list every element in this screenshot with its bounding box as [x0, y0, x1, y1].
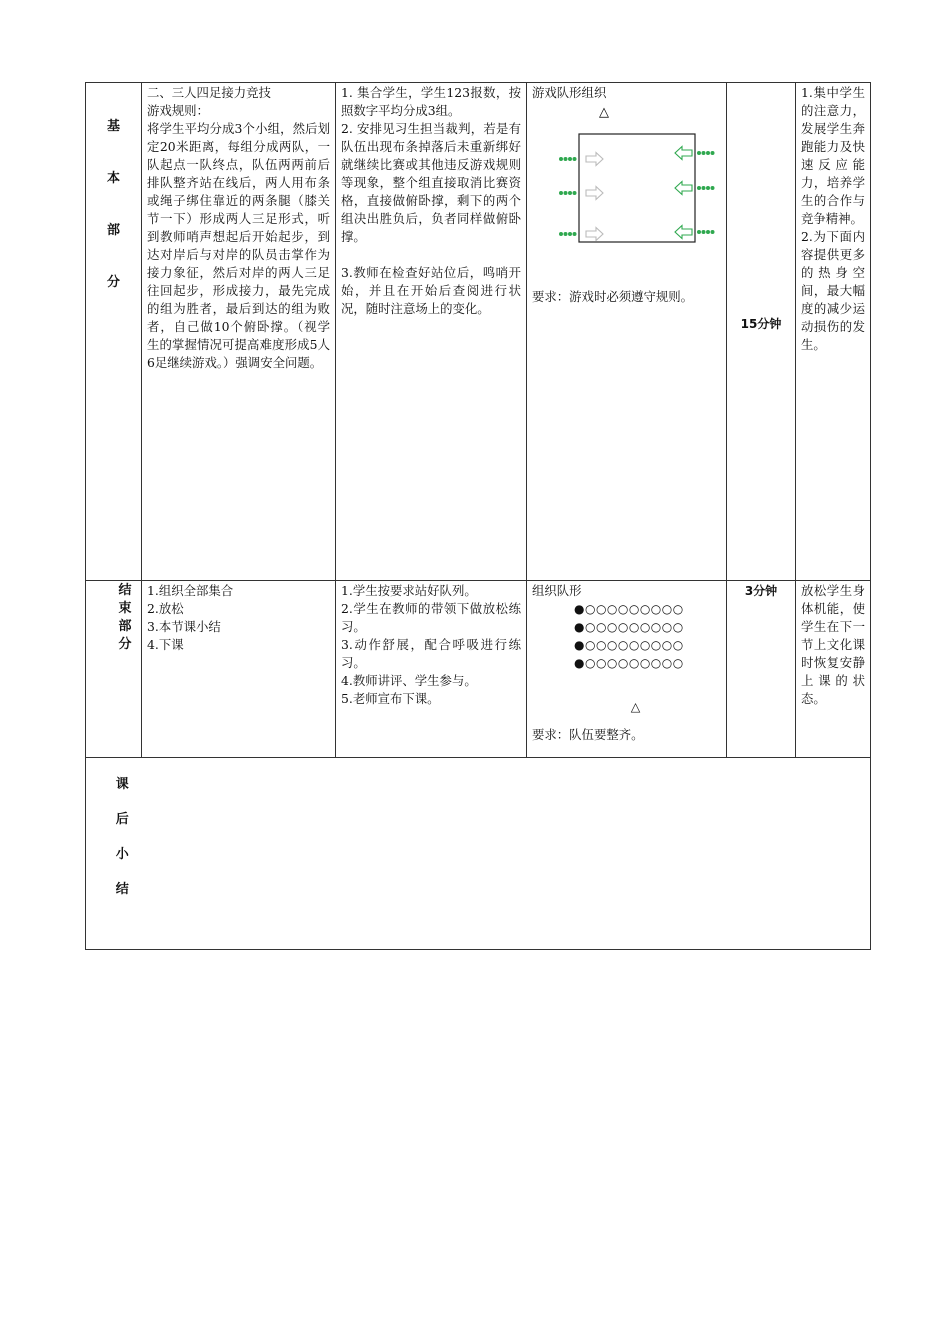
basic-method-2: 2. 安排见习生担当裁判，若是有队伍出现布条掉落后未重新绑好就继续比赛或其他违反游戏规则等现象，整个组直接取消比赛资格，直接做俯卧撑，剩下的两个组决出胜负后，负者同样做俯卧撑。	[341, 121, 521, 244]
summary-char: 课	[115, 777, 129, 792]
game-formation-diagram	[532, 102, 721, 302]
ending-content-item: 2.放松	[147, 601, 184, 616]
summary-char: 小	[115, 847, 129, 862]
lesson-plan-table	[85, 82, 871, 950]
ending-section-char: 束	[118, 601, 132, 616]
basic-content-cell	[142, 83, 336, 581]
ending-method-item: 3.动作舒展，配合呼吸进行练习。	[341, 637, 521, 670]
basic-method-cell	[336, 83, 527, 581]
ending-organization-cell	[527, 581, 727, 758]
formation-row: ●○○○○○○○○○	[574, 638, 684, 652]
ending-formation	[532, 600, 721, 672]
ending-content-item: 1.组织全部集合	[147, 583, 234, 598]
ending-section-char: 分	[118, 637, 132, 652]
ending-method-item: 1.学生按要求站好队列。	[341, 583, 477, 598]
basic-section-row	[86, 83, 871, 581]
left-arrow-icons	[675, 147, 692, 239]
ending-section-char: 部	[118, 619, 132, 634]
ending-section-label	[86, 581, 142, 758]
ending-content-item: 4.下课	[147, 637, 184, 652]
basic-section-char: 部	[106, 223, 120, 238]
game-field-svg	[532, 102, 722, 302]
basic-org-title: 游戏队形组织	[532, 85, 607, 100]
ending-org-requirement: 要求：队伍要整齐。	[532, 727, 644, 742]
basic-method-3: 3.教师在检查好站位后，鸣哨开始，并且在开始后查阅进行状况，随时注意场上的变化。	[341, 265, 521, 316]
right-arrow-icons	[586, 153, 603, 241]
ending-content-item: 3.本节课小结	[147, 619, 221, 634]
ending-section-row	[86, 581, 871, 758]
basic-method-1: 1. 集合学生，学生123报数，按照数字平均分成3组。	[341, 85, 521, 118]
basic-time-cell: 15分钟	[727, 83, 796, 581]
basic-content-rules-label: 游戏规则：	[147, 103, 209, 118]
blank-line	[341, 246, 521, 264]
basic-section-label	[86, 83, 142, 581]
ending-method-item: 4.教师讲评、学生参与。	[341, 673, 477, 688]
formation-row: ●○○○○○○○○○	[574, 620, 684, 634]
formation-row: ●○○○○○○○○○	[574, 656, 684, 670]
basic-section-char: 分	[106, 275, 120, 290]
ending-purpose-cell: 放松学生身体机能，使学生在下一节上文化课时恢复安静上课的状态。	[796, 581, 871, 758]
basic-section-char: 基	[106, 119, 120, 134]
ending-section-char: 结	[118, 583, 132, 598]
basic-organization-cell	[527, 83, 727, 581]
left-team-dots	[559, 157, 577, 236]
summary-content-cell[interactable]	[142, 758, 871, 950]
basic-org-requirement: 要求：游戏时必须遵守规则。	[532, 289, 694, 304]
ending-org-title: 组织队形	[532, 583, 582, 598]
teacher-triangle-icon: △	[630, 699, 641, 714]
basic-content-title: 二、三人四足接力竞技	[147, 85, 271, 100]
summary-char: 后	[115, 812, 129, 827]
basic-purpose-cell: 1.集中学生的注意力，发展学生奔跑能力及快速反应能力，培养学生的合作与竞争精神。 2.为下面内容提供更多的热身空间，最大幅度的减少运动损伤的发生。	[796, 83, 871, 581]
ending-method-cell	[336, 581, 527, 758]
summary-char: 结	[115, 882, 129, 897]
teacher-triangle-icon: △	[599, 105, 609, 120]
summary-row	[86, 758, 871, 950]
basic-content-rules: 将学生平均分成3个小组，然后划定20米距离，每组分成两队，一队起点一队终点，队伍两两前后排队整齐站在线后，两人用布条或绳子绑住靠近的两条腿（膝关节一下）形成两人三足形式，听到教师哨声想起后开始起步，到达对岸后与对岸的队员击掌作为接力象征，然后对岸的两人三足往回起步，形成接力，最先完成的组为胜者，最后到达的组为败者，自己做10个俯卧撑。（视学生的掌握情况可提高难度形成5人6足继续游戏。）强调安全问题。	[147, 121, 330, 370]
ending-method-item: 2.学生在教师的带领下做放松练习。	[341, 601, 521, 634]
right-team-dots	[697, 151, 715, 234]
ending-content-cell	[142, 581, 336, 758]
basic-section-char: 本	[106, 171, 120, 186]
formation-row: ●○○○○○○○○○	[574, 602, 684, 616]
ending-method-item: 5.老师宣布下课。	[341, 691, 440, 706]
summary-label	[86, 758, 142, 950]
ending-time-cell: 3分钟	[727, 581, 796, 758]
